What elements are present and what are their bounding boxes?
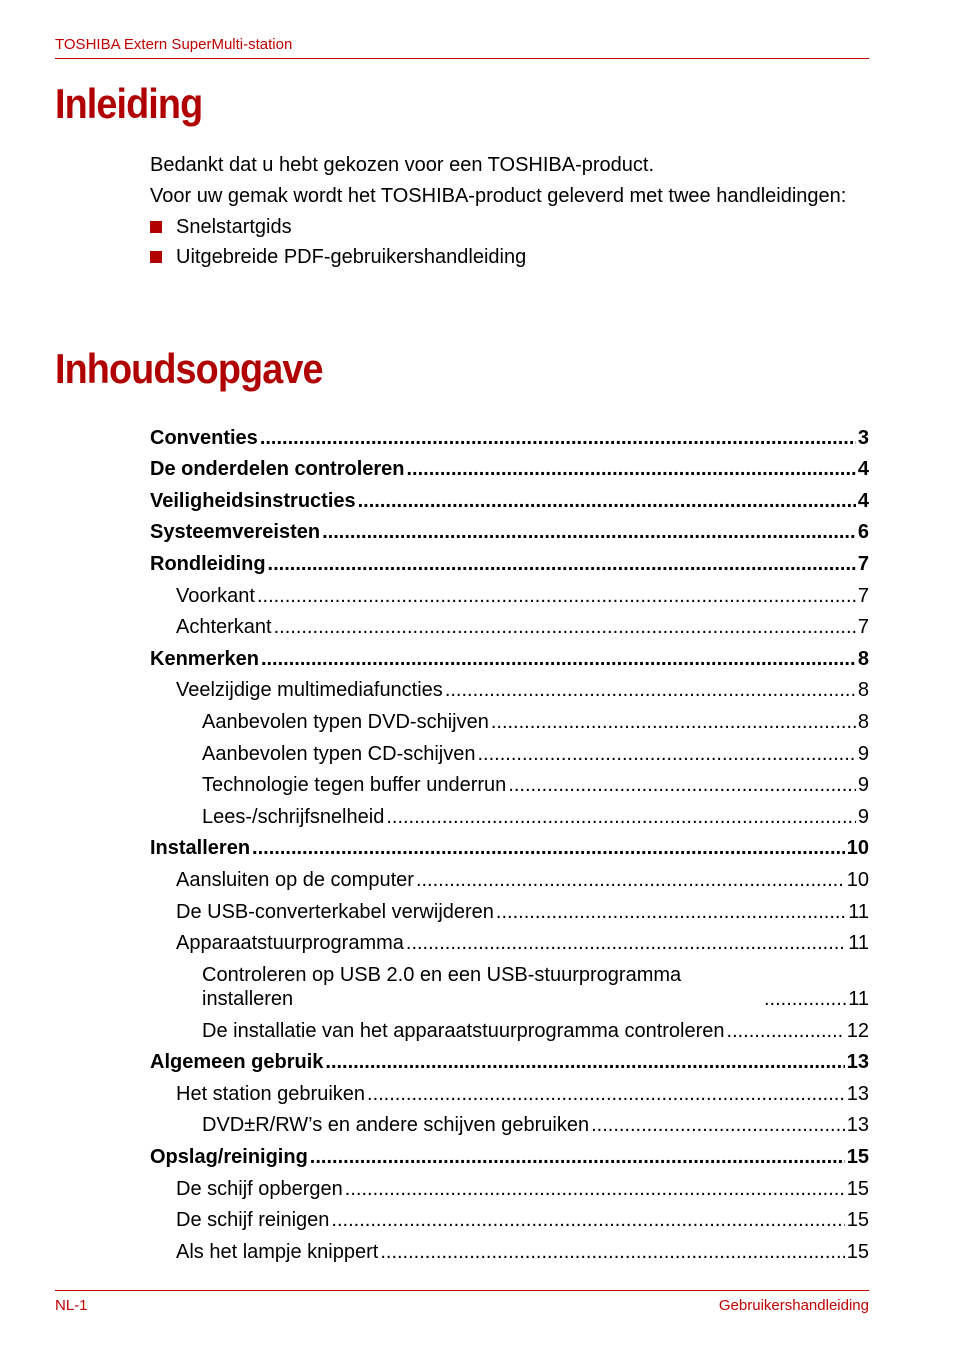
toc-entry-title: Veelzijdige multimediafuncties <box>176 679 443 702</box>
toc-entry-page: 11 <box>848 932 869 955</box>
toc-entry-title: Controleren op USB 2.0 en een USB-stuurprogramma installeren <box>202 964 682 1011</box>
toc-entry-title: Achterkant <box>176 616 272 639</box>
toc-entry-page: 7 <box>857 552 869 575</box>
toc-leader-dots <box>331 1208 844 1232</box>
toc-entry-title: Kenmerken <box>150 647 259 670</box>
toc-entry[interactable] <box>150 418 869 450</box>
toc-entry-title: Installeren <box>150 837 251 860</box>
toc-entry[interactable] <box>150 481 869 513</box>
toc-leader-dots <box>491 710 856 734</box>
bullet-text: Uitgebreide PDF-gebruikershandleiding <box>176 246 527 268</box>
toc-entry-page: 12 <box>846 1019 869 1042</box>
toc-entry-page: 3 <box>857 426 869 449</box>
manual-name: Gebruikershandleiding <box>718 1297 869 1314</box>
toc-entry-page: 15 <box>846 1177 869 1200</box>
toc-entry[interactable] <box>150 1201 869 1233</box>
toc-leader-dots <box>367 1082 845 1106</box>
toc-entry-page: 15 <box>846 1209 869 1232</box>
toc-entry-page: 4 <box>857 489 869 512</box>
toc-entry[interactable] <box>150 829 869 861</box>
bullet-square-icon <box>150 221 162 233</box>
toc-leader-dots <box>358 489 856 513</box>
intro-body <box>150 153 850 269</box>
toc-leader-dots <box>252 836 845 860</box>
toc-leader-dots <box>274 615 856 639</box>
toc-entry-title: Veiligheidsinstructies <box>150 489 356 512</box>
toc-entry-title: Lees-/schrijfsnelheid <box>202 805 385 828</box>
toc-leader-dots <box>407 457 856 481</box>
toc-entry[interactable] <box>150 1011 869 1043</box>
toc-leader-dots <box>416 868 845 892</box>
toc-entry-title: De installatie van het apparaatstuurprogramma controleren <box>202 1019 725 1042</box>
toc-entry[interactable] <box>150 860 869 892</box>
toc-leader-dots <box>445 678 856 702</box>
toc-entry[interactable] <box>150 1232 869 1264</box>
toc-entry-page: 13 <box>846 1082 869 1105</box>
toc-entry[interactable] <box>150 1137 869 1169</box>
toc-entry-page: 13 <box>846 1051 869 1074</box>
bullet-text: Snelstartgids <box>176 216 292 238</box>
toc-leader-dots <box>508 773 856 797</box>
toc-entry-page: 7 <box>857 584 869 607</box>
toc-entry-title: De USB-converterkabel verwijderen <box>176 900 494 923</box>
toc-entry[interactable] <box>150 608 869 640</box>
page-number: NL-1 <box>55 1297 88 1314</box>
footer-rule <box>55 1290 869 1291</box>
toc-entry-title: Aanbevolen typen CD-schijven <box>202 742 476 765</box>
toc-entry-title: Opslag/reiniging <box>150 1146 308 1169</box>
toc-leader-dots <box>310 1145 845 1169</box>
toc-entry-page: 9 <box>857 805 869 828</box>
toc-entry-title: De onderdelen controleren <box>150 458 405 481</box>
toc-entry-page: 8 <box>857 710 869 733</box>
toc-entry[interactable] <box>150 955 869 1011</box>
toc-leader-dots <box>345 1177 845 1201</box>
toc-entry-page: 8 <box>857 679 869 702</box>
toc-entry-page: 8 <box>857 647 869 670</box>
toc-entry[interactable] <box>150 1043 869 1075</box>
toc-leader-dots <box>257 584 856 608</box>
intro-paragraph: Voor uw gemak wordt het TOSHIBA-product geleverd met twee handleidingen: <box>150 185 847 207</box>
toc-entry[interactable] <box>150 734 869 766</box>
toc-entry[interactable] <box>150 766 869 798</box>
toc-entry-title: Apparaatstuurprogramma <box>176 932 404 955</box>
toc-leader-dots <box>496 900 846 924</box>
toc-entry-page: 7 <box>857 616 869 639</box>
intro-paragraph: Bedankt dat u hebt gekozen voor een TOSHIBA-product. <box>150 154 655 176</box>
toc-leader-dots <box>322 520 856 544</box>
toc-entry[interactable] <box>150 576 869 608</box>
toc-entry[interactable] <box>150 924 869 956</box>
toc-entry[interactable] <box>150 450 869 482</box>
toc-entry-page: 15 <box>846 1146 869 1169</box>
toc-entry[interactable] <box>150 1074 869 1106</box>
toc-entry-title: Als het lampje knippert <box>176 1240 379 1263</box>
toc-entry-page: 6 <box>857 521 869 544</box>
bullet-item <box>150 215 850 239</box>
toc-entry-page: 9 <box>857 774 869 797</box>
toc-entry-title: Systeemvereisten <box>150 521 321 544</box>
toc-entry-title: Voorkant <box>176 584 255 607</box>
toc-entry[interactable] <box>150 797 869 829</box>
toc-leader-dots <box>260 426 856 450</box>
toc-entry-title: Algemeen gebruik <box>150 1051 324 1074</box>
toc-entry-title: Conventies <box>150 426 258 449</box>
toc-entry-page: 11 <box>848 988 869 1011</box>
toc-entry[interactable] <box>150 1106 869 1138</box>
toc-leader-dots <box>268 552 856 576</box>
toc-entry-page: 4 <box>857 458 869 481</box>
toc-entry-page: 15 <box>846 1240 869 1263</box>
intro-heading: Inleiding <box>55 80 203 127</box>
table-of-contents <box>150 418 869 1264</box>
toc-entry-title: De schijf reinigen <box>176 1209 330 1232</box>
toc-leader-dots <box>325 1050 844 1074</box>
bullet-square-icon <box>150 251 162 263</box>
toc-entry[interactable] <box>150 671 869 703</box>
toc-entry-title: Technologie tegen buffer underrun <box>202 774 507 797</box>
toc-leader-dots <box>764 987 846 1011</box>
toc-leader-dots <box>591 1113 845 1137</box>
toc-entry[interactable] <box>150 1169 869 1201</box>
toc-entry[interactable] <box>150 639 869 671</box>
toc-entry-title: DVD±R/RW’s en andere schijven gebruiken <box>202 1114 590 1137</box>
toc-leader-dots <box>386 805 856 829</box>
toc-entry-title: De schijf opbergen <box>176 1177 343 1200</box>
toc-entry-title: Rondleiding <box>150 552 266 575</box>
toc-entry[interactable] <box>150 702 869 734</box>
toc-leader-dots <box>406 931 846 955</box>
toc-entry-page: 13 <box>846 1114 869 1137</box>
toc-leader-dots <box>478 742 856 766</box>
toc-entry[interactable] <box>150 892 869 924</box>
running-header: TOSHIBA Extern SuperMulti-station <box>55 36 293 53</box>
toc-entry-title: Het station gebruiken <box>176 1082 366 1105</box>
toc-entry[interactable] <box>150 513 869 545</box>
bullet-item <box>150 245 850 269</box>
toc-leader-dots <box>261 647 856 671</box>
toc-entry-page: 9 <box>857 742 869 765</box>
toc-entry-title: Aanbevolen typen DVD-schijven <box>202 710 489 733</box>
header-rule <box>55 58 869 59</box>
toc-entry-page: 10 <box>846 868 869 891</box>
toc-entry-page: 10 <box>846 837 869 860</box>
toc-entry[interactable] <box>150 544 869 576</box>
toc-entry-title: Aansluiten op de computer <box>176 868 414 891</box>
toc-heading: Inhoudsopgave <box>55 345 323 392</box>
toc-leader-dots <box>380 1240 844 1264</box>
toc-entry-page: 11 <box>848 900 869 923</box>
toc-leader-dots <box>727 1019 845 1043</box>
